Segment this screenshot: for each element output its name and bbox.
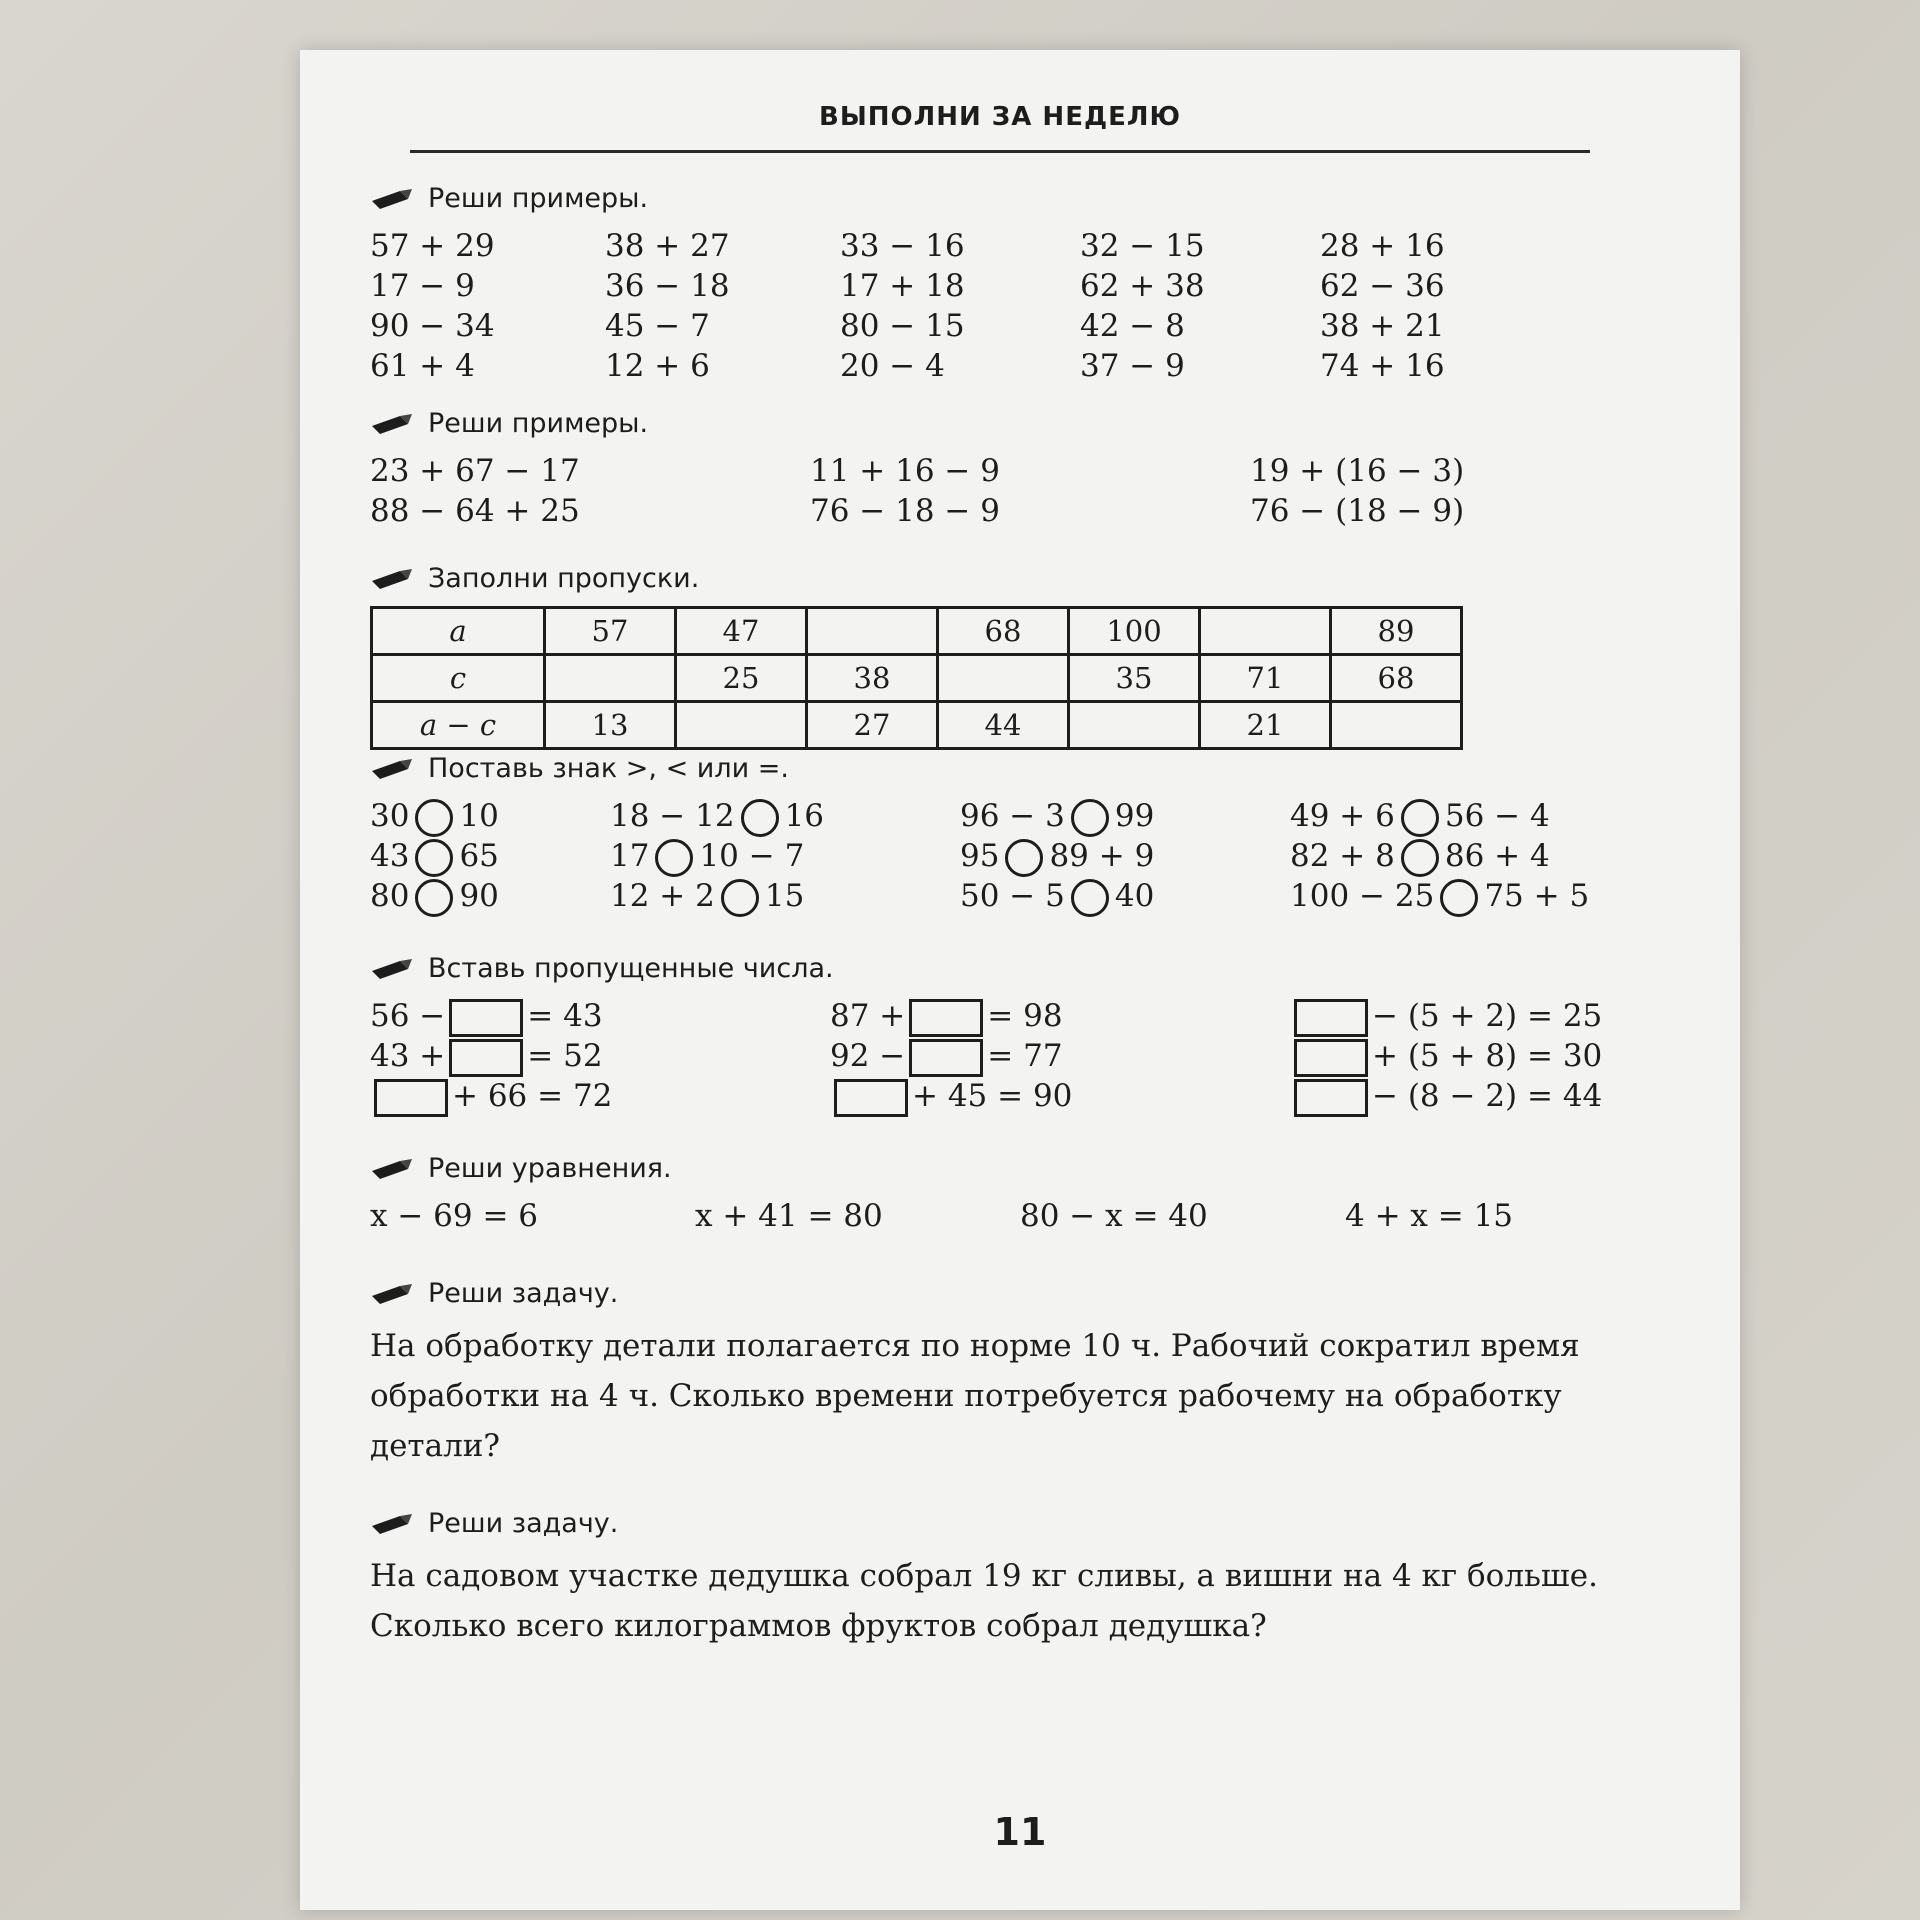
example: 88 − 64 + 25 (370, 493, 580, 529)
example: 19 + (16 − 3) (1250, 453, 1465, 489)
answer-circle[interactable] (415, 839, 453, 877)
answer-circle[interactable] (721, 879, 759, 917)
example: 62 + 38 (1080, 268, 1205, 304)
task-title (370, 1505, 1670, 1541)
table-cell[interactable] (938, 655, 1069, 702)
answer-circle[interactable] (741, 799, 779, 837)
table-cell[interactable]: 25 (676, 655, 807, 702)
problem-text: На обработку детали полагается по норме 10 ч. Рабочий сократил время обработки на 4 ч. Сколько времени потребуется рабочему на обработку детали? (370, 1328, 1580, 1464)
pencil-icon (370, 1157, 414, 1179)
equation: 4 + x = 15 (1345, 1198, 1514, 1234)
compare-item: 43 65 (370, 836, 610, 876)
missing-number-item: − (5 + 2) = 25 (1290, 996, 1670, 1036)
compare-item: 50 − 5 40 (960, 876, 1290, 916)
answer-circle[interactable] (1005, 839, 1043, 877)
example: 74 + 16 (1320, 348, 1445, 384)
task-title (370, 560, 1670, 596)
example: 76 − 18 − 9 (810, 493, 1000, 529)
answer-box[interactable] (374, 1079, 448, 1117)
equation: x − 69 = 6 (370, 1198, 539, 1234)
task-fill-gaps-table (370, 560, 1670, 750)
answer-circle[interactable] (655, 839, 693, 877)
table-row (372, 655, 1462, 702)
values-table (370, 606, 1463, 750)
compare-item: 18 − 12 16 (610, 796, 960, 836)
task-word-problem-1 (370, 1275, 1670, 1471)
compare-column (960, 796, 1290, 916)
example-column (840, 226, 1080, 386)
compare-item: 80 90 (370, 876, 610, 916)
missing-number-item: 92 − = 77 (830, 1036, 1290, 1076)
compare-item: 82 + 8 86 + 4 (1290, 836, 1650, 876)
missing-number-item: + 45 = 90 (830, 1076, 1290, 1116)
example: 17 + 18 (840, 268, 965, 304)
example: 42 − 8 (1080, 308, 1185, 344)
table-cell[interactable] (1069, 702, 1200, 749)
example: 28 + 16 (1320, 228, 1445, 264)
table-cell[interactable] (1331, 702, 1462, 749)
task-missing-numbers (370, 950, 1670, 1116)
example: 20 − 4 (840, 348, 945, 384)
task-title (370, 1275, 1670, 1311)
task-title-text: Реши примеры. (428, 182, 649, 214)
example: 90 − 34 (370, 308, 495, 344)
pencil-icon (370, 1512, 414, 1534)
task-title (370, 405, 1670, 441)
pencil-icon (370, 567, 414, 589)
compare-item: 49 + 6 56 − 4 (1290, 796, 1650, 836)
task-title (370, 750, 1670, 786)
answer-box[interactable] (449, 1039, 523, 1077)
task-solve-examples-1 (370, 180, 1670, 386)
example: 37 − 9 (1080, 348, 1185, 384)
pencil-icon (370, 412, 414, 434)
compare-column (610, 796, 960, 916)
table-row (372, 702, 1462, 749)
answer-box[interactable] (1294, 1039, 1368, 1077)
answer-box[interactable] (834, 1079, 908, 1117)
table-cell[interactable]: 71 (1200, 655, 1331, 702)
table-cell[interactable]: 13 (545, 702, 676, 749)
task-title (370, 950, 1670, 986)
example-column (370, 226, 605, 386)
compare-item: 12 + 2 15 (610, 876, 960, 916)
task-title-text: Реши задачу. (428, 1507, 619, 1539)
task-title-text: Заполни пропуски. (428, 562, 700, 594)
missing-number-item: 56 − = 43 (370, 996, 830, 1036)
example-column (1250, 451, 1610, 531)
answer-circle[interactable] (1401, 839, 1439, 877)
answer-box[interactable] (909, 999, 983, 1037)
task-title (370, 1150, 1670, 1186)
missing-number-column (830, 996, 1290, 1116)
row-label: a − c (372, 702, 545, 749)
table-cell[interactable]: 68 (938, 608, 1069, 655)
row-label: a (372, 608, 545, 655)
example-column (605, 226, 840, 386)
task-title-text: Реши примеры. (428, 407, 649, 439)
page-number: 11 (993, 1810, 1047, 1854)
task-title-text: Вставь пропущенные числа. (428, 952, 834, 984)
compare-column (370, 796, 610, 916)
example: 11 + 16 − 9 (810, 453, 1000, 489)
task-title-text: Поставь знак >, < или =. (428, 752, 789, 784)
task-title-text: Реши задачу. (428, 1277, 619, 1309)
page-header (410, 90, 1590, 153)
missing-number-item: + (5 + 8) = 30 (1290, 1036, 1670, 1076)
table-cell[interactable]: 57 (545, 608, 676, 655)
header-title: ВЫПОЛНИ ЗА НЕДЕЛЮ (819, 102, 1181, 132)
answer-box[interactable] (1294, 999, 1368, 1037)
compare-item: 30 10 (370, 796, 610, 836)
row-label: c (372, 655, 545, 702)
example: 80 − 15 (840, 308, 965, 344)
example-column (1320, 226, 1540, 386)
answer-box[interactable] (1294, 1079, 1368, 1117)
answer-circle[interactable] (1071, 879, 1109, 917)
table-cell[interactable]: 38 (807, 655, 938, 702)
pencil-icon (370, 1282, 414, 1304)
compare-item: 96 − 3 99 (960, 796, 1290, 836)
example-column (370, 451, 810, 531)
missing-number-column (1290, 996, 1670, 1116)
task-title-text: Реши уравнения. (428, 1152, 672, 1184)
table-cell[interactable]: 47 (676, 608, 807, 655)
example: 36 − 18 (605, 268, 730, 304)
table-cell[interactable]: 44 (938, 702, 1069, 749)
missing-number-column (370, 996, 830, 1116)
compare-item: 100 − 25 75 + 5 (1290, 876, 1650, 916)
task-equations (370, 1150, 1670, 1234)
missing-number-item: − (8 − 2) = 44 (1290, 1076, 1670, 1116)
example: 38 + 27 (605, 228, 730, 264)
answer-circle[interactable] (415, 799, 453, 837)
table-cell[interactable]: 21 (1200, 702, 1331, 749)
pencil-icon (370, 957, 414, 979)
answer-box[interactable] (449, 999, 523, 1037)
worksheet-page (300, 50, 1740, 1910)
compare-item: 95 89 + 9 (960, 836, 1290, 876)
table-row (372, 608, 1462, 655)
compare-item: 17 10 − 7 (610, 836, 960, 876)
task-solve-examples-2 (370, 405, 1670, 531)
example-column (810, 451, 1250, 531)
task-title (370, 180, 1670, 216)
pencil-icon (370, 757, 414, 779)
example: 23 + 67 − 17 (370, 453, 580, 489)
table-cell[interactable]: 89 (1331, 608, 1462, 655)
table-cell[interactable]: 68 (1331, 655, 1462, 702)
answer-circle[interactable] (415, 879, 453, 917)
missing-number-item: 87 + = 98 (830, 996, 1290, 1036)
table-cell[interactable] (807, 608, 938, 655)
example: 45 − 7 (605, 308, 710, 344)
table-cell[interactable] (676, 702, 807, 749)
table-cell[interactable] (545, 655, 676, 702)
example-column (1080, 226, 1320, 386)
answer-box[interactable] (909, 1039, 983, 1077)
answer-circle[interactable] (1071, 799, 1109, 837)
example: 62 − 36 (1320, 268, 1445, 304)
missing-number-item: + 66 = 72 (370, 1076, 830, 1116)
example: 17 − 9 (370, 268, 475, 304)
answer-circle[interactable] (1440, 879, 1478, 917)
task-compare-signs (370, 750, 1670, 916)
equation: x + 41 = 80 (695, 1198, 883, 1234)
example: 57 + 29 (370, 228, 495, 264)
table-cell[interactable] (1200, 608, 1331, 655)
compare-column (1290, 796, 1650, 916)
answer-circle[interactable] (1401, 799, 1439, 837)
example: 12 + 6 (605, 348, 710, 384)
pencil-icon (370, 187, 414, 209)
example: 61 + 4 (370, 348, 475, 384)
task-word-problem-2 (370, 1505, 1670, 1651)
table-cell[interactable]: 35 (1069, 655, 1200, 702)
example: 33 − 16 (840, 228, 965, 264)
missing-number-item: 43 + = 52 (370, 1036, 830, 1076)
example: 38 + 21 (1320, 308, 1445, 344)
example: 76 − (18 − 9) (1250, 493, 1465, 529)
table-cell[interactable]: 100 (1069, 608, 1200, 655)
problem-text: На садовом участке дедушка собрал 19 кг сливы, а вишни на 4 кг больше. Сколько всего килограммов фруктов собрал дедушка? (370, 1558, 1598, 1644)
example: 32 − 15 (1080, 228, 1205, 264)
table-cell[interactable]: 27 (807, 702, 938, 749)
equation: 80 − x = 40 (1020, 1198, 1208, 1234)
